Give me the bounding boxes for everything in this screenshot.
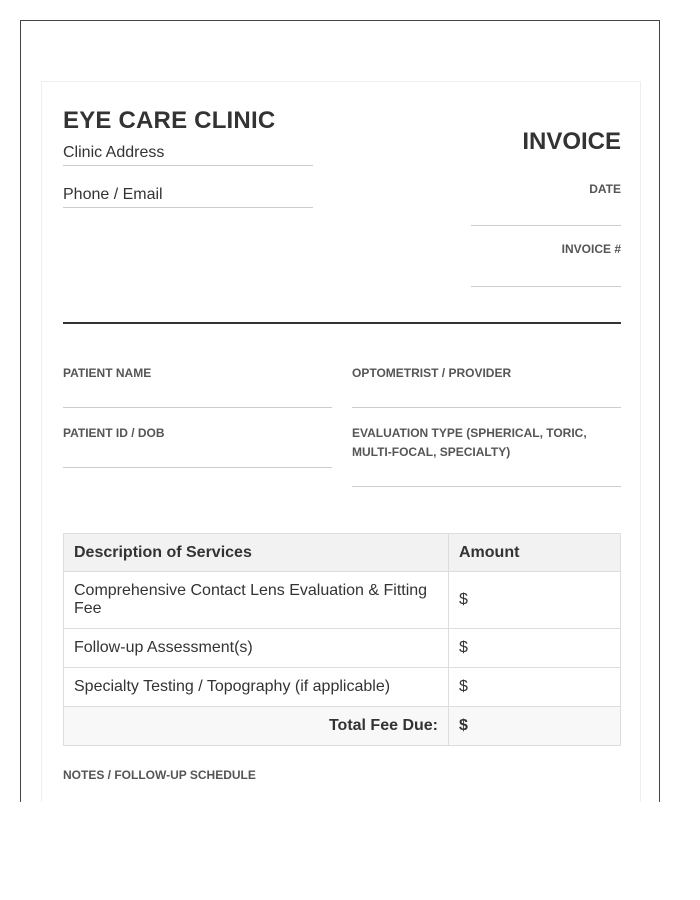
total-amount[interactable]: $ xyxy=(449,707,621,746)
date-label: DATE xyxy=(589,182,621,196)
evaluation-type-block xyxy=(352,424,621,462)
clinic-contact-field[interactable]: Phone / Email xyxy=(63,185,313,208)
invoice-number-field[interactable] xyxy=(471,286,621,287)
evaluation-type-label: EVALUATION TYPE (SPHERICAL, TORIC, MULTI-FOCAL, SPECIALTY) xyxy=(352,426,587,459)
clinic-name: EYE CARE CLINIC xyxy=(63,107,276,134)
invoice-number-label: INVOICE # xyxy=(561,242,621,256)
table-row xyxy=(64,629,621,668)
service-description: Comprehensive Contact Lens Evaluation & Fitting Fee xyxy=(64,572,449,629)
date-field[interactable] xyxy=(471,225,621,226)
notes-label: NOTES / FOLLOW-UP SCHEDULE xyxy=(63,768,256,782)
service-amount[interactable]: $ xyxy=(449,668,621,707)
evaluation-type-field[interactable] xyxy=(352,486,621,487)
patient-id-field[interactable] xyxy=(63,467,332,468)
table-row xyxy=(64,572,621,629)
header-divider xyxy=(63,322,621,324)
patient-id-block xyxy=(63,424,332,443)
services-header-row xyxy=(64,534,621,572)
table-row xyxy=(64,668,621,707)
service-description: Follow-up Assessment(s) xyxy=(64,629,449,668)
description-header: Description of Services xyxy=(64,534,449,572)
provider-block xyxy=(352,364,621,383)
service-amount[interactable]: $ xyxy=(449,629,621,668)
patient-id-label: PATIENT ID / DOB xyxy=(63,426,165,440)
service-description: Specialty Testing / Topography (if applicable) xyxy=(64,668,449,707)
patient-name-label: PATIENT NAME xyxy=(63,366,152,380)
page-frame xyxy=(20,20,660,802)
amount-header: Amount xyxy=(449,534,621,572)
invoice-sheet xyxy=(41,81,641,802)
services-table xyxy=(63,533,621,746)
total-label: Total Fee Due: xyxy=(64,707,449,746)
invoice-title: INVOICE xyxy=(522,128,621,155)
clinic-address-field[interactable]: Clinic Address xyxy=(63,143,313,166)
service-amount[interactable]: $ xyxy=(449,572,621,629)
total-row xyxy=(64,707,621,746)
provider-field[interactable] xyxy=(352,407,621,408)
provider-label: OPTOMETRIST / PROVIDER xyxy=(352,366,512,380)
patient-name-block xyxy=(63,364,332,383)
patient-name-field[interactable] xyxy=(63,407,332,408)
